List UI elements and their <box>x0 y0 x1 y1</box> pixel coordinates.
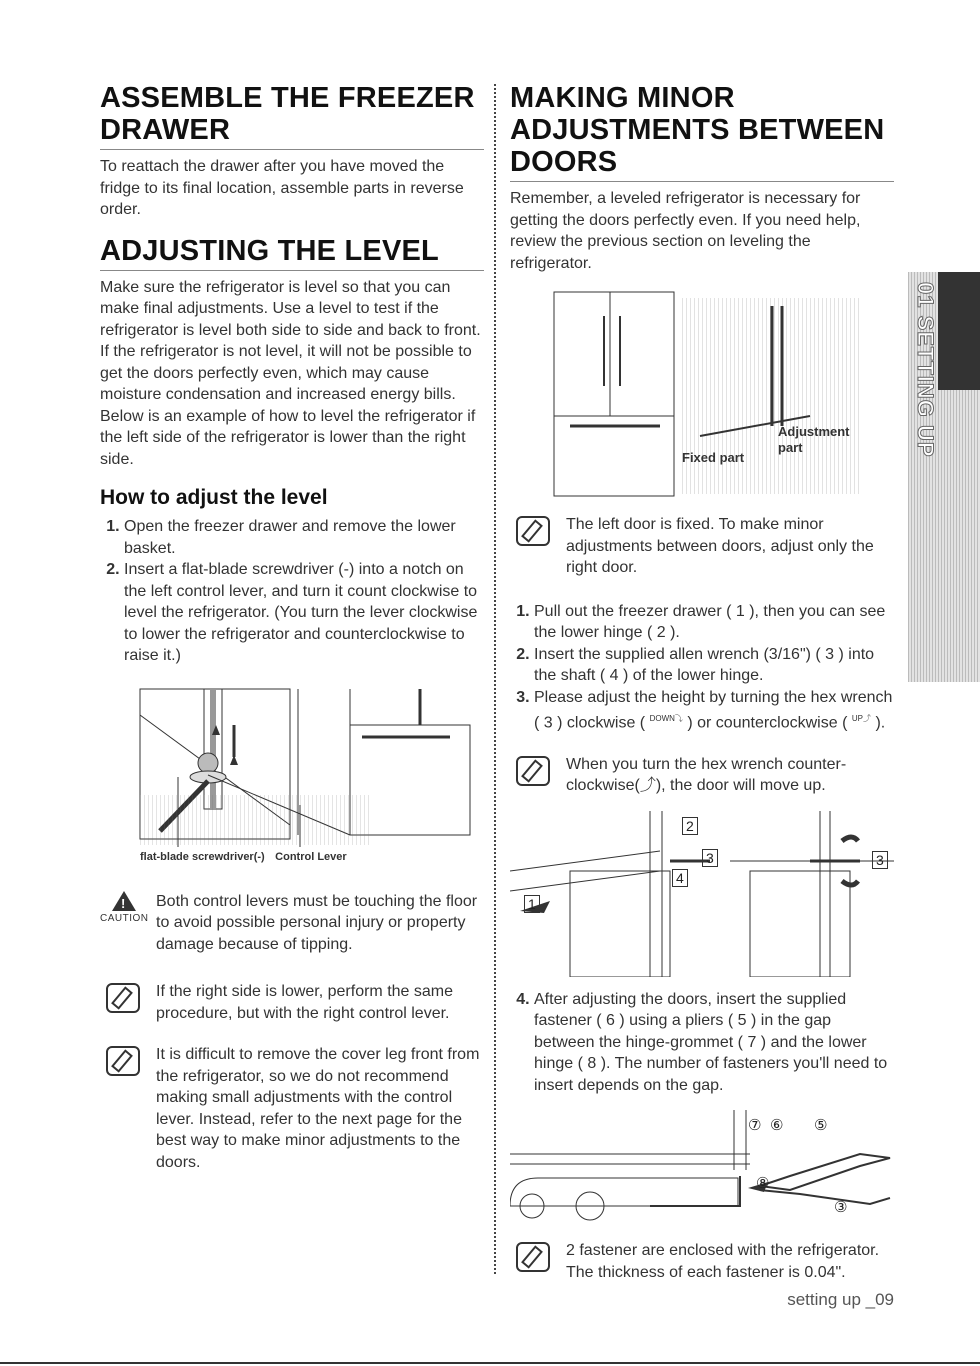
caution-triangle-icon <box>112 891 136 911</box>
caption-screwdriver: flat-blade screwdriver(-) <box>140 850 265 863</box>
up-label: UP <box>851 714 863 723</box>
fastener-label-5: ⑤ <box>814 1117 828 1135</box>
fastener-label-7: ⑦ <box>748 1117 762 1135</box>
caption-control-lever: Control Lever <box>275 850 347 863</box>
list-item: 1. Open the freezer drawer and remove the lower basket. <box>124 516 484 559</box>
label-fixed-part: Fixed part <box>682 450 745 465</box>
side-tab-label: 01 SETTING UP <box>913 282 938 458</box>
label-adjustment-part: Adjustment part <box>778 424 850 455</box>
fastener-label-3: ③ <box>834 1199 848 1217</box>
note-pencil-icon <box>106 1046 140 1076</box>
hinge-figure <box>510 811 894 977</box>
doors-figure <box>510 286 894 504</box>
down-arrow-icon: DOWN⤵ <box>649 714 683 723</box>
note2-text-b: ), the door will move up. <box>655 777 826 795</box>
section-side-tab <box>908 272 980 682</box>
fastener-label-8: ⑧ <box>756 1175 770 1193</box>
column-divider <box>494 84 496 1274</box>
note-text: It is difficult to remove the cover leg front from the refrigerator, so we do not recommend making small adjustments with the control lever. Instead, refer to the next page for the best way to make minor adjustments to the doors. <box>156 1046 480 1171</box>
lower-hinge-illustration <box>510 811 894 977</box>
right-column <box>510 82 894 1297</box>
heading-adjusting-level: ADJUSTING THE LEVEL <box>100 235 484 271</box>
hinge-label-2: 2 <box>682 817 698 835</box>
note-pencil-icon <box>516 756 550 786</box>
note-pencil-icon <box>516 516 550 546</box>
list-item: 4. After adjusting the doors, insert the supplied fastener ( 6 ) using a pliers ( 5 ) in the gap between the hinge-grommet ( 7 ) and the lower hinge ( 8 ). The number of fasteners you'll need to insert depends on the gap. <box>534 989 894 1097</box>
note-cover-leg <box>100 1044 484 1173</box>
hinge-label-1: 1 <box>524 895 540 913</box>
step3-text-c: ). <box>875 714 886 732</box>
control-lever-figure <box>100 685 484 865</box>
note-fastener <box>510 1240 894 1283</box>
subheading-how-to-adjust: How to adjust the level <box>100 486 328 509</box>
heading-minor-adjustments: MAKING MINOR ADJUSTMENTS BETWEEN DOORS <box>510 82 894 182</box>
step3-text-a: Please adjust the height by turning the hex wrench ( 3 ) clockwise ( <box>534 688 893 732</box>
list-item: 2. Insert the supplied allen wrench (3/16") ( 3 ) into the shaft ( 4 ) of the lower hinge. <box>534 644 894 687</box>
fastener-figure <box>510 1110 894 1230</box>
bottom-rule <box>0 1362 980 1364</box>
heading-assemble-freezer-drawer: ASSEMBLE THE FREEZER DRAWER <box>100 82 484 150</box>
note-text <box>566 754 894 797</box>
caution-text: Both control levers must be touching the floor to avoid possible personal injury or property damage because of tipping. <box>156 892 478 953</box>
note-left-door-fixed <box>510 514 894 579</box>
paragraph-assemble: To reattach the drawer after you have moved the fridge to its final location, assemble parts in reverse order. <box>100 158 464 218</box>
counterclockwise-arrow-icon: ⤴ <box>639 777 656 795</box>
caution-label: CAUTION <box>100 912 149 924</box>
door-steps-list <box>510 601 894 734</box>
left-column <box>100 82 484 1187</box>
note-counterclockwise <box>510 754 894 797</box>
note-text: If the right side is lower, perform the same procedure, but with the right control lever. <box>156 983 454 1022</box>
paragraph-minor-adjustments: Remember, a leveled refrigerator is necessary for getting the doors perfectly even. If you need help, review the previous section on leveling the refrigerator. <box>510 190 861 272</box>
up-arrow-icon: UP⤴ <box>851 714 871 723</box>
down-label: DOWN <box>649 714 675 723</box>
note2-text-a: When you turn the hex wrench counter-clockwise( <box>566 755 847 795</box>
note-text: 2 fastener are enclosed with the refrigerator. The thickness of each fastener is 0.04". <box>566 1242 880 1281</box>
paragraph-level: Make sure the refrigerator is level so that you can make final adjustments. Use a level to test if the refrigerator is level both side to side and back to front. If the refrigerator is not level, it will not be possible to get the doors perfectly even, which may cause moisture condensation and increased energy bills. Below is an example of how to level the refrigerator if the left side of the refrigerator is lower than the right side. <box>100 278 481 468</box>
control-lever-illustration <box>100 685 484 865</box>
list-item <box>534 687 894 734</box>
step3-text-b: ) or counterclockwise ( <box>687 714 848 732</box>
note-pencil-icon <box>106 983 140 1013</box>
door-steps-list-continued <box>510 989 894 1097</box>
fastener-label-6: ⑥ <box>770 1117 784 1135</box>
list-item: 2. Insert a flat-blade screwdriver (-) into a notch on the left control lever, and turn it count clockwise to level the refrigerator. (You turn the lever clockwise to lower the refrigerator and counterclockwise to raise it.) <box>124 559 484 667</box>
hinge-label-4: 4 <box>672 869 688 887</box>
page-footer: setting up _09 <box>787 1290 894 1309</box>
list-item: 1. Pull out the freezer drawer ( 1 ), then you can see the lower hinge ( 2 ). <box>534 601 894 644</box>
hinge-label-3: 3 <box>702 849 718 867</box>
hinge-label-3b: 3 <box>872 851 888 869</box>
level-steps-list <box>100 516 484 667</box>
refrigerator-doors-illustration <box>510 286 894 504</box>
note-right-side <box>100 981 484 1024</box>
side-tab-dark-block <box>938 272 980 390</box>
note-pencil-icon <box>516 1242 550 1272</box>
caution-block <box>100 891 484 956</box>
note-text: The left door is fixed. To make minor adjustments between doors, adjust only the right door. <box>566 516 874 576</box>
